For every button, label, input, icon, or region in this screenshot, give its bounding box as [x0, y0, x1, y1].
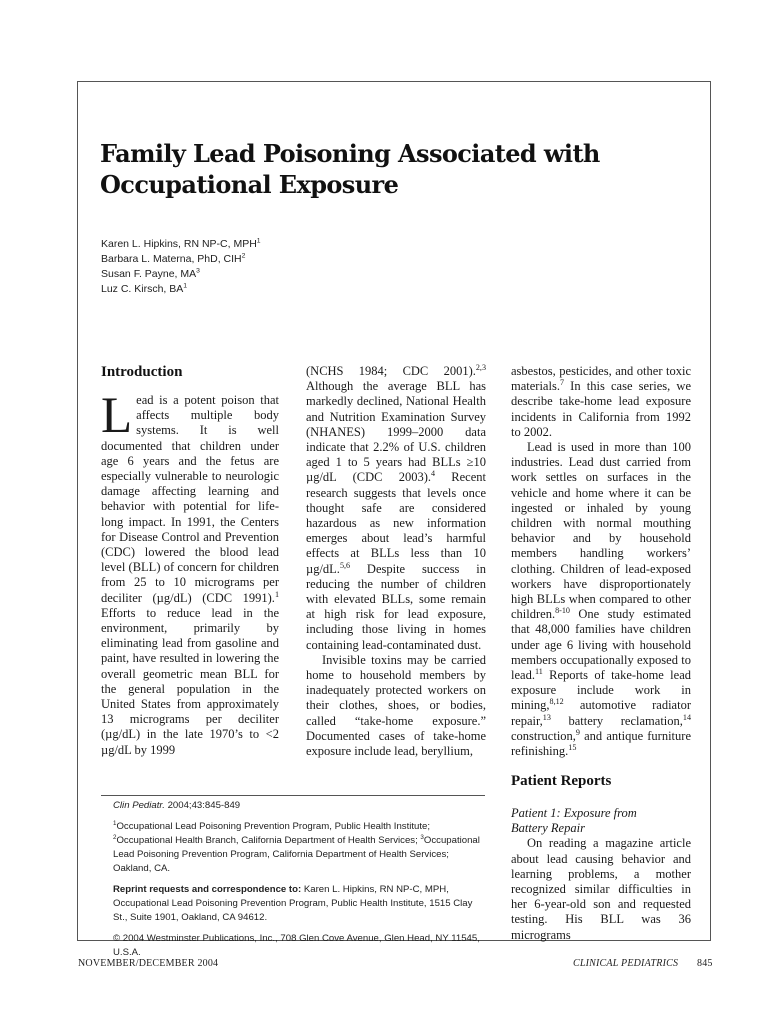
body-paragraph: asbestos, pesticides, and other toxic materials.$^7$ In this case series, we describe take-home lead exposure incidents in California from 1992 to 2002. [511, 364, 691, 439]
intro-text: ead is a potent poison that affects multiple body systems. It is well documented that children under age 6 years and the fetus are especially vulnerable to neurologic damage affecting learning and behavior with potential for life-long impact. In 1991, the Centers for Disease Control and Prevention (CDC) lowered the blood lead level (BLL) of concern for children from 25 to 10 micrograms per deciliter (µg/dL) (CDC 1991).$^1$ Efforts to reduce lead in the environment, primarily by eliminating lead from gasoline and paint, have resulted in lowering the overall geometric mean BLL for the general population in the United States from approximately 13 micrograms per deciliter (µg/dL) in the late 1970’s to <2 µg/dL by 1999 [101, 393, 279, 757]
citation-line: Clin Pediatr. 2004;43:845-849 [113, 800, 241, 811]
body-column-1 [101, 388, 279, 758]
author-line: Karen L. Hipkins, RN NP-C, MPH$^1$ [101, 237, 261, 250]
author-line: Luz C. Kirsch, $BA^1$ [101, 282, 188, 295]
body-column-2 [306, 364, 486, 759]
section-heading-patient-reports: Patient Reports [511, 773, 612, 789]
copyright-line: © 2004 Westminster Publications, Inc., 708 Glen Cove Avenue, Glen Head, NY 11545, U.S.A. [113, 933, 480, 958]
author-line: Susan F. Payne, $MA^3$ [101, 267, 200, 280]
intro-paragraph [101, 388, 279, 758]
affiliations: $^1$Occupational Lead Poisoning Prevention Program, Public Health Institute; $^2$Occupational Health Branch, California Department of Health Services; $^3$Occupational Lead Poisoning Prevention Program, California Department of Health Services; Oakland, CA. [113, 819, 480, 874]
reprint-info: Reprint requests and correspondence to: Karen L. Hipkins, RN NP-C, MPH, Occupational Lead Poisoning Prevention Program, Public Health Institute, 1515 Clay St., Suite 1901, Oakland, CA 94612. [113, 884, 473, 923]
footnote-divider [101, 795, 485, 796]
footnotes [113, 799, 485, 967]
patient-reports-column [511, 806, 691, 943]
body-column-3 [511, 364, 691, 759]
body-paragraph: On reading a magazine article about lead causing behavior and learning problems, a mother recognized similar difficulties in her 6-year-old son and requested testing. His BLL was 36 micrograms [511, 836, 691, 942]
article-title: Family Lead Poisoning Associated with Occupational Exposure [100, 139, 600, 199]
author-line: Barbara L. Materna, PhD, CIH$^2$ [101, 252, 246, 265]
issue-date: NOVEMBER/DECEMBER 2004 [78, 958, 219, 969]
body-paragraph: Invisible toxins may be carried home to household members by inadequately protected workers on their clothes, shoes, or bodies, called “take-home exposure.” Documented cases of take-home exposure include lead, beryllium, [306, 652, 486, 759]
body-paragraph: Lead is used in more than 100 industries. Lead dust carried from work settles on surfaces in the vehicle and home where it can be ingested or inhaled by young children with normal mouthing behavior and by household members handling workers’ clothing. Children of lead-exposed workers have disproportionately high BLLs when compared to other children.$^{8-10}$ One study estimated that 48,000 families have children under age 6 living with household members occupationally exposed to lead.$^{11}$ Reports of take-home lead exposure include work in mining,$^{8,12}$ automotive radiator repair,$^{13}$ battery reclamation,$^{14}$ construction,$^9$ and antique furniture refinishing.$^{15}$ [511, 440, 691, 759]
page-number: 845 [697, 958, 713, 969]
body-paragraph: (NCHS 1984; CDC 2001).$^{2,3}$ Although the average BLL has markedly declined, National Health and Nutrition Examination Survey (NHANES) 1999–2000 data indicate that 2.2% of U.S. children aged 1 to 5 years had BLLs ≥10 µg/dL (CDC 2003).$^4$ Recent research suggests that levels once thought safe are considered hazardous as new information emerges about lead’s harmful effects at BLLs less than 10 µg/dL.$^{5,6}$ Despite success in reducing the number of children with elevated BLLs, some remain at high risk for lead exposure, including those living in homes containing lead-contaminated dust. [306, 362, 486, 652]
drop-cap: L [101, 388, 133, 444]
patient-subheading: Patient 1: Exposure from Battery Repair [511, 806, 637, 836]
author-list [101, 237, 401, 297]
section-heading-introduction: Introduction [101, 364, 183, 380]
journal-name: CLINICAL PEDIATRICS [573, 958, 679, 969]
